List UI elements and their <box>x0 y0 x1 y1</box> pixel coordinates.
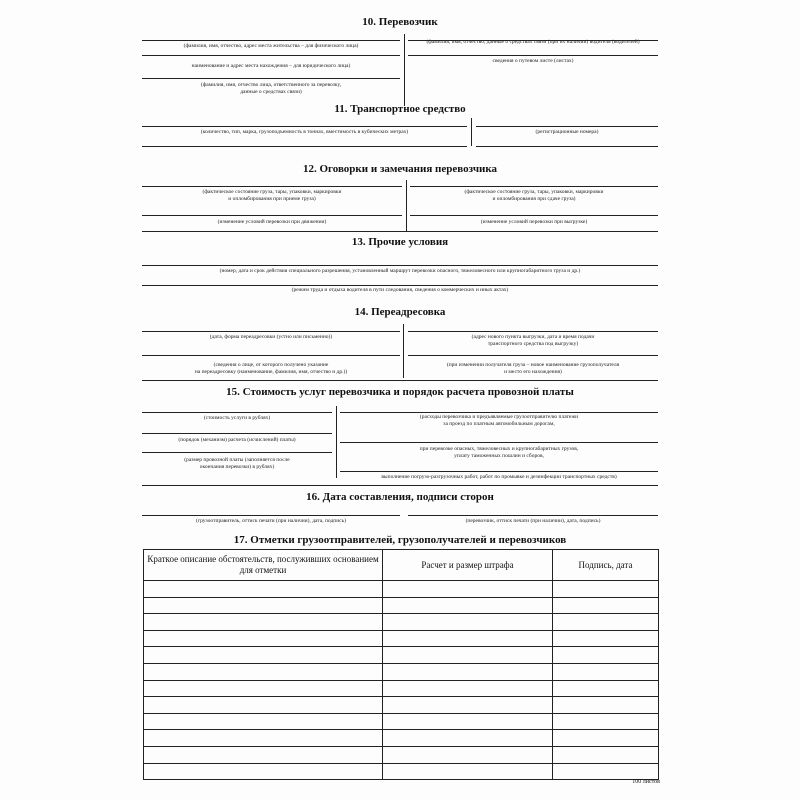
field-line[interactable] <box>142 78 400 79</box>
table-cell[interactable] <box>553 680 659 697</box>
field-line[interactable] <box>410 186 658 187</box>
table-cell[interactable] <box>144 597 383 614</box>
section-10-title: 10. Перевозчик <box>362 16 438 28</box>
table-cell[interactable] <box>144 680 383 697</box>
table-cell[interactable] <box>553 630 659 647</box>
field-line[interactable] <box>142 412 332 413</box>
caption: (фактическое состояние груза, тары, упаковки, маркировки <box>202 189 342 195</box>
field-line[interactable] <box>410 215 658 216</box>
table-cell[interactable] <box>144 663 383 680</box>
caption: (номер, дата и срок действия специального разрешения, установленный маршрут перевозки опасного, тяжеловесного или крупногабаритного груза и др.) <box>219 268 581 274</box>
caption: сведения о путевом листе (листах) <box>492 58 574 64</box>
field-line[interactable] <box>142 186 402 187</box>
table-cell[interactable] <box>383 713 553 730</box>
table-cell[interactable] <box>553 746 659 763</box>
column-header: Подпись, дата <box>553 550 659 581</box>
caption: наименование и адрес места нахождения – для юридического лица) <box>191 63 351 69</box>
table-row[interactable] <box>144 697 659 714</box>
table-row[interactable] <box>144 663 659 680</box>
caption: за проезд по платным автомобильным дорогам, <box>443 421 555 427</box>
caption: и опломбирования при приеме груза) <box>228 196 316 202</box>
caption: (расходы перевозчика и предъявляемые грузоотправителю платежи <box>419 414 579 420</box>
section-16-title: 16. Дата составления, подписи сторон <box>306 491 494 503</box>
table-cell[interactable] <box>383 763 553 780</box>
table-row[interactable] <box>144 730 659 747</box>
divider <box>403 324 404 378</box>
caption: и опломбирования при сдаче груза) <box>492 196 576 202</box>
section-13-title: 13. Прочие условия <box>351 236 449 248</box>
field-line[interactable] <box>142 40 400 41</box>
sheet-count: 100 листов <box>632 779 660 785</box>
divider <box>406 180 407 232</box>
table-row[interactable] <box>144 746 659 763</box>
caption: (адрес нового пункта выгрузки, дата и время подачи <box>471 334 595 340</box>
table-cell[interactable] <box>553 614 659 631</box>
table-cell[interactable] <box>553 697 659 714</box>
field-line[interactable] <box>340 471 658 472</box>
table-cell[interactable] <box>144 614 383 631</box>
table-cell[interactable] <box>553 713 659 730</box>
field-line[interactable] <box>142 433 332 434</box>
field-line[interactable] <box>476 146 658 147</box>
field-line[interactable] <box>142 55 400 56</box>
field-line[interactable] <box>476 126 658 127</box>
caption: (при изменении получателя груза – новое наименование грузополучателя <box>446 362 620 368</box>
section-14-title: 14. Переадресовка <box>354 306 446 318</box>
table-cell[interactable] <box>553 581 659 598</box>
caption: (дата, форма переадресовки (устно или письменно)) <box>209 334 333 340</box>
table-cell[interactable] <box>144 581 383 598</box>
table-cell[interactable] <box>553 730 659 747</box>
field-line[interactable] <box>408 355 658 356</box>
section-12-title: 12. Оговорки и замечания перевозчика <box>302 163 498 175</box>
field-line[interactable] <box>142 515 400 516</box>
caption: и место его нахождения) <box>504 369 562 375</box>
field-line[interactable] <box>142 355 400 356</box>
caption: (размер провозной платы (заполняется после <box>184 457 290 463</box>
table-row[interactable] <box>144 630 659 647</box>
section-11-title: 11. Транспортное средство <box>334 103 466 115</box>
caption: (фамилия, имя, отчество, адрес места жительства – для физического лица) <box>183 43 359 49</box>
divider <box>336 406 337 478</box>
caption: (фактическое состояние груза, тары, упаковки, маркировки <box>464 189 604 195</box>
caption: (фамилия, имя, отчество, данные о средствах связи (при их наличии) водителя (водителей) <box>426 39 640 45</box>
caption: (перевозчик, оттиск печати (при наличии), дата, подпись) <box>465 518 601 524</box>
field-line[interactable] <box>142 265 658 266</box>
table-row[interactable] <box>144 597 659 614</box>
table-cell[interactable] <box>383 663 553 680</box>
field-line[interactable] <box>142 215 402 216</box>
field-line[interactable] <box>142 231 658 232</box>
field-line[interactable] <box>142 485 658 486</box>
table-cell[interactable] <box>383 697 553 714</box>
table-cell[interactable] <box>383 597 553 614</box>
remarks-table <box>143 549 659 780</box>
caption: (количество, тип, марка, грузоподъемность в тоннах, вместимость в кубических метрах) <box>200 129 409 135</box>
table-cell[interactable] <box>553 597 659 614</box>
section-15-title: 15. Стоимость услуг перевозчика и порядок расчета провозной платы <box>226 386 574 398</box>
table-cell[interactable] <box>144 630 383 647</box>
divider <box>471 118 472 146</box>
caption: (стоимость услуги в рублях) <box>203 415 271 421</box>
table-row[interactable] <box>144 713 659 730</box>
table-cell[interactable] <box>553 663 659 680</box>
caption: (сведения о лице, от которого получено указание <box>213 362 329 368</box>
table-cell[interactable] <box>144 763 383 780</box>
field-line[interactable] <box>142 452 332 453</box>
caption: данные о средствах связи) <box>240 89 302 95</box>
caption: окончания перевозки) в рублях) <box>199 464 275 470</box>
table-cell[interactable] <box>144 713 383 730</box>
field-line[interactable] <box>408 515 658 516</box>
table-row[interactable] <box>144 680 659 697</box>
section-17-title: 17. Отметки грузоотправителей, грузополучателей и перевозчиков <box>233 534 567 546</box>
table-cell[interactable] <box>383 730 553 747</box>
table-cell[interactable] <box>383 614 553 631</box>
caption: выполнение погрузо-разгрузочных работ, работ по промывке и дезинфекции транспортных средств) <box>381 474 617 480</box>
field-line[interactable] <box>408 55 658 56</box>
table-cell[interactable] <box>144 746 383 763</box>
field-line[interactable] <box>408 331 658 332</box>
column-header: Краткое описание обстоятельств, послуживших основанием для отметки <box>144 550 383 581</box>
table-cell[interactable] <box>144 730 383 747</box>
table-cell[interactable] <box>383 746 553 763</box>
field-line[interactable] <box>142 146 467 147</box>
caption: (изменение условий перевозки при движении) <box>217 219 327 225</box>
table-row[interactable] <box>144 647 659 664</box>
table-cell[interactable] <box>383 647 553 664</box>
caption: (регистрационные номера) <box>535 129 599 135</box>
field-line[interactable] <box>340 412 658 413</box>
table-header-row <box>144 550 659 581</box>
field-line[interactable] <box>142 331 400 332</box>
caption: (режим труда и отдыха водителя в пути следования, сведения о коммерческих и иных актах) <box>291 287 509 293</box>
caption: (изменение условий перевозки при выгрузке) <box>480 219 588 225</box>
field-line[interactable] <box>142 126 467 127</box>
caption: (порядок (механизм) расчета (исчислений) платы) <box>178 437 296 443</box>
table-cell[interactable] <box>553 647 659 664</box>
field-line[interactable] <box>340 442 658 443</box>
table-row[interactable] <box>144 614 659 631</box>
field-line[interactable] <box>142 380 658 381</box>
table-cell[interactable] <box>553 763 659 780</box>
table-cell[interactable] <box>383 630 553 647</box>
divider <box>404 34 405 106</box>
table-cell[interactable] <box>383 581 553 598</box>
table-row[interactable] <box>144 581 659 598</box>
table-cell[interactable] <box>383 680 553 697</box>
table-cell[interactable] <box>144 647 383 664</box>
field-line[interactable] <box>142 285 658 286</box>
column-header: Расчет и размер штрафа <box>383 550 553 581</box>
table-cell[interactable] <box>144 697 383 714</box>
caption: транспортного средства под выгрузку) <box>487 341 579 347</box>
caption: на переадресовку (наименование, фамилия, имя, отчество и др.)) <box>194 369 348 375</box>
caption: (фамилия, имя, отчество лица, ответственного за перевозку, <box>200 82 342 88</box>
caption: (грузоотправитель, оттиск печати (при наличии), дата, подпись) <box>196 518 346 524</box>
caption: уплату таможенных пошлин и сборов, <box>454 453 544 459</box>
table-row[interactable] <box>144 763 659 780</box>
caption: при перевозке опасных, тяжеловесных и крупногабаритных грузов, <box>419 446 579 452</box>
